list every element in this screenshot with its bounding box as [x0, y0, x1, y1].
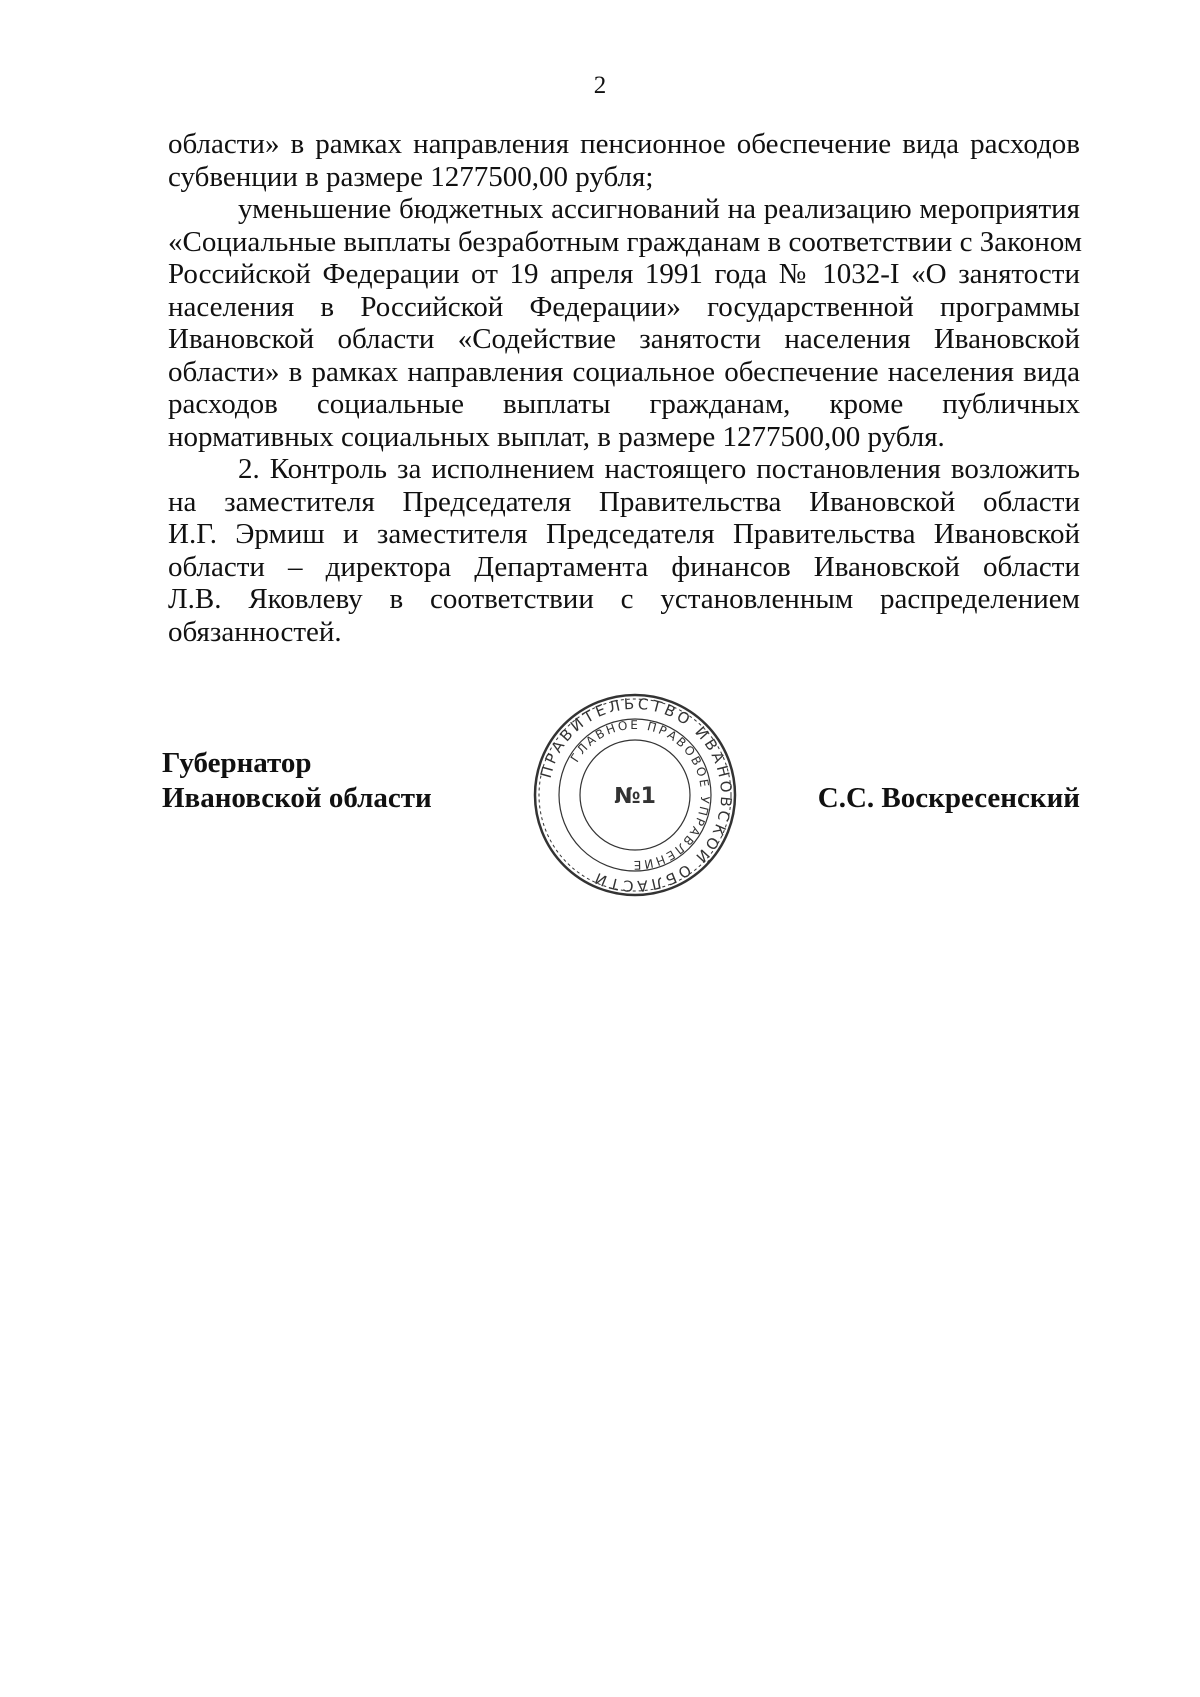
text-line: 2. Контроль за исполнением настоящего постановления возложить [238, 453, 1080, 485]
official-seal [530, 690, 740, 900]
seal-graphic [530, 690, 740, 900]
text-line: области» в рамках направления пенсионное обеспечение вида расходов [168, 128, 1080, 160]
text-line: И.Г. Эрмиш и заместителя Председателя Правительства Ивановской [168, 518, 1080, 550]
paragraph-2 [168, 193, 1083, 453]
page-number: 2 [593, 72, 607, 99]
text-line: населения в Российской Федерации» государственной программы [168, 290, 1080, 323]
seal-center-number: №1 [614, 784, 656, 809]
signatory-title-line-2: Ивановской области [162, 782, 432, 814]
text-line: области – директора Департамента финансов Ивановской области [168, 550, 1080, 583]
text-line: Ивановской области «Содействие занятости населения Ивановской [168, 323, 1080, 355]
document-body [168, 128, 1083, 648]
text-line: обязанностей. [168, 615, 342, 648]
text-line: субвенции в размере 1277500,00 рубля; [168, 160, 654, 193]
seal-outer-text: ПРАВИТЕЛЬСТВО ИВАНОВСКОЙ ОБЛАСТИ [536, 694, 736, 896]
signatory-title-line-1: Губернатор [162, 747, 312, 779]
text-line: Л.В. Яковлеву в соответствии с установленным распределением [168, 583, 1080, 615]
signatory-name: С.С. Воскресенский [817, 782, 1080, 814]
seal-inner-text: ГЛАВНОЕ ПРАВОВОЕ УПРАВЛЕНИЕ [567, 717, 713, 873]
text-line: Российской Федерации от 19 апреля 1991 года № 1032-I «О занятости [168, 258, 1080, 290]
text-line: «Социальные выплаты безработным гражданам в соответствии с Законом [168, 225, 1083, 258]
paragraph-1 [168, 128, 1080, 193]
text-line: на заместителя Председателя Правительства Ивановской области [168, 485, 1080, 518]
text-line: расходов социальные выплаты гражданам, кроме публичных [168, 388, 1080, 420]
text-line: области» в рамках направления социальное обеспечение населения вида [168, 355, 1080, 388]
paragraph-3 [168, 453, 1080, 648]
text-line: нормативных социальных выплат, в размере 1277500,00 рубля. [168, 420, 945, 453]
text-line: уменьшение бюджетных ассигнований на реализацию мероприятия [238, 193, 1080, 225]
signatory-title [162, 746, 432, 816]
